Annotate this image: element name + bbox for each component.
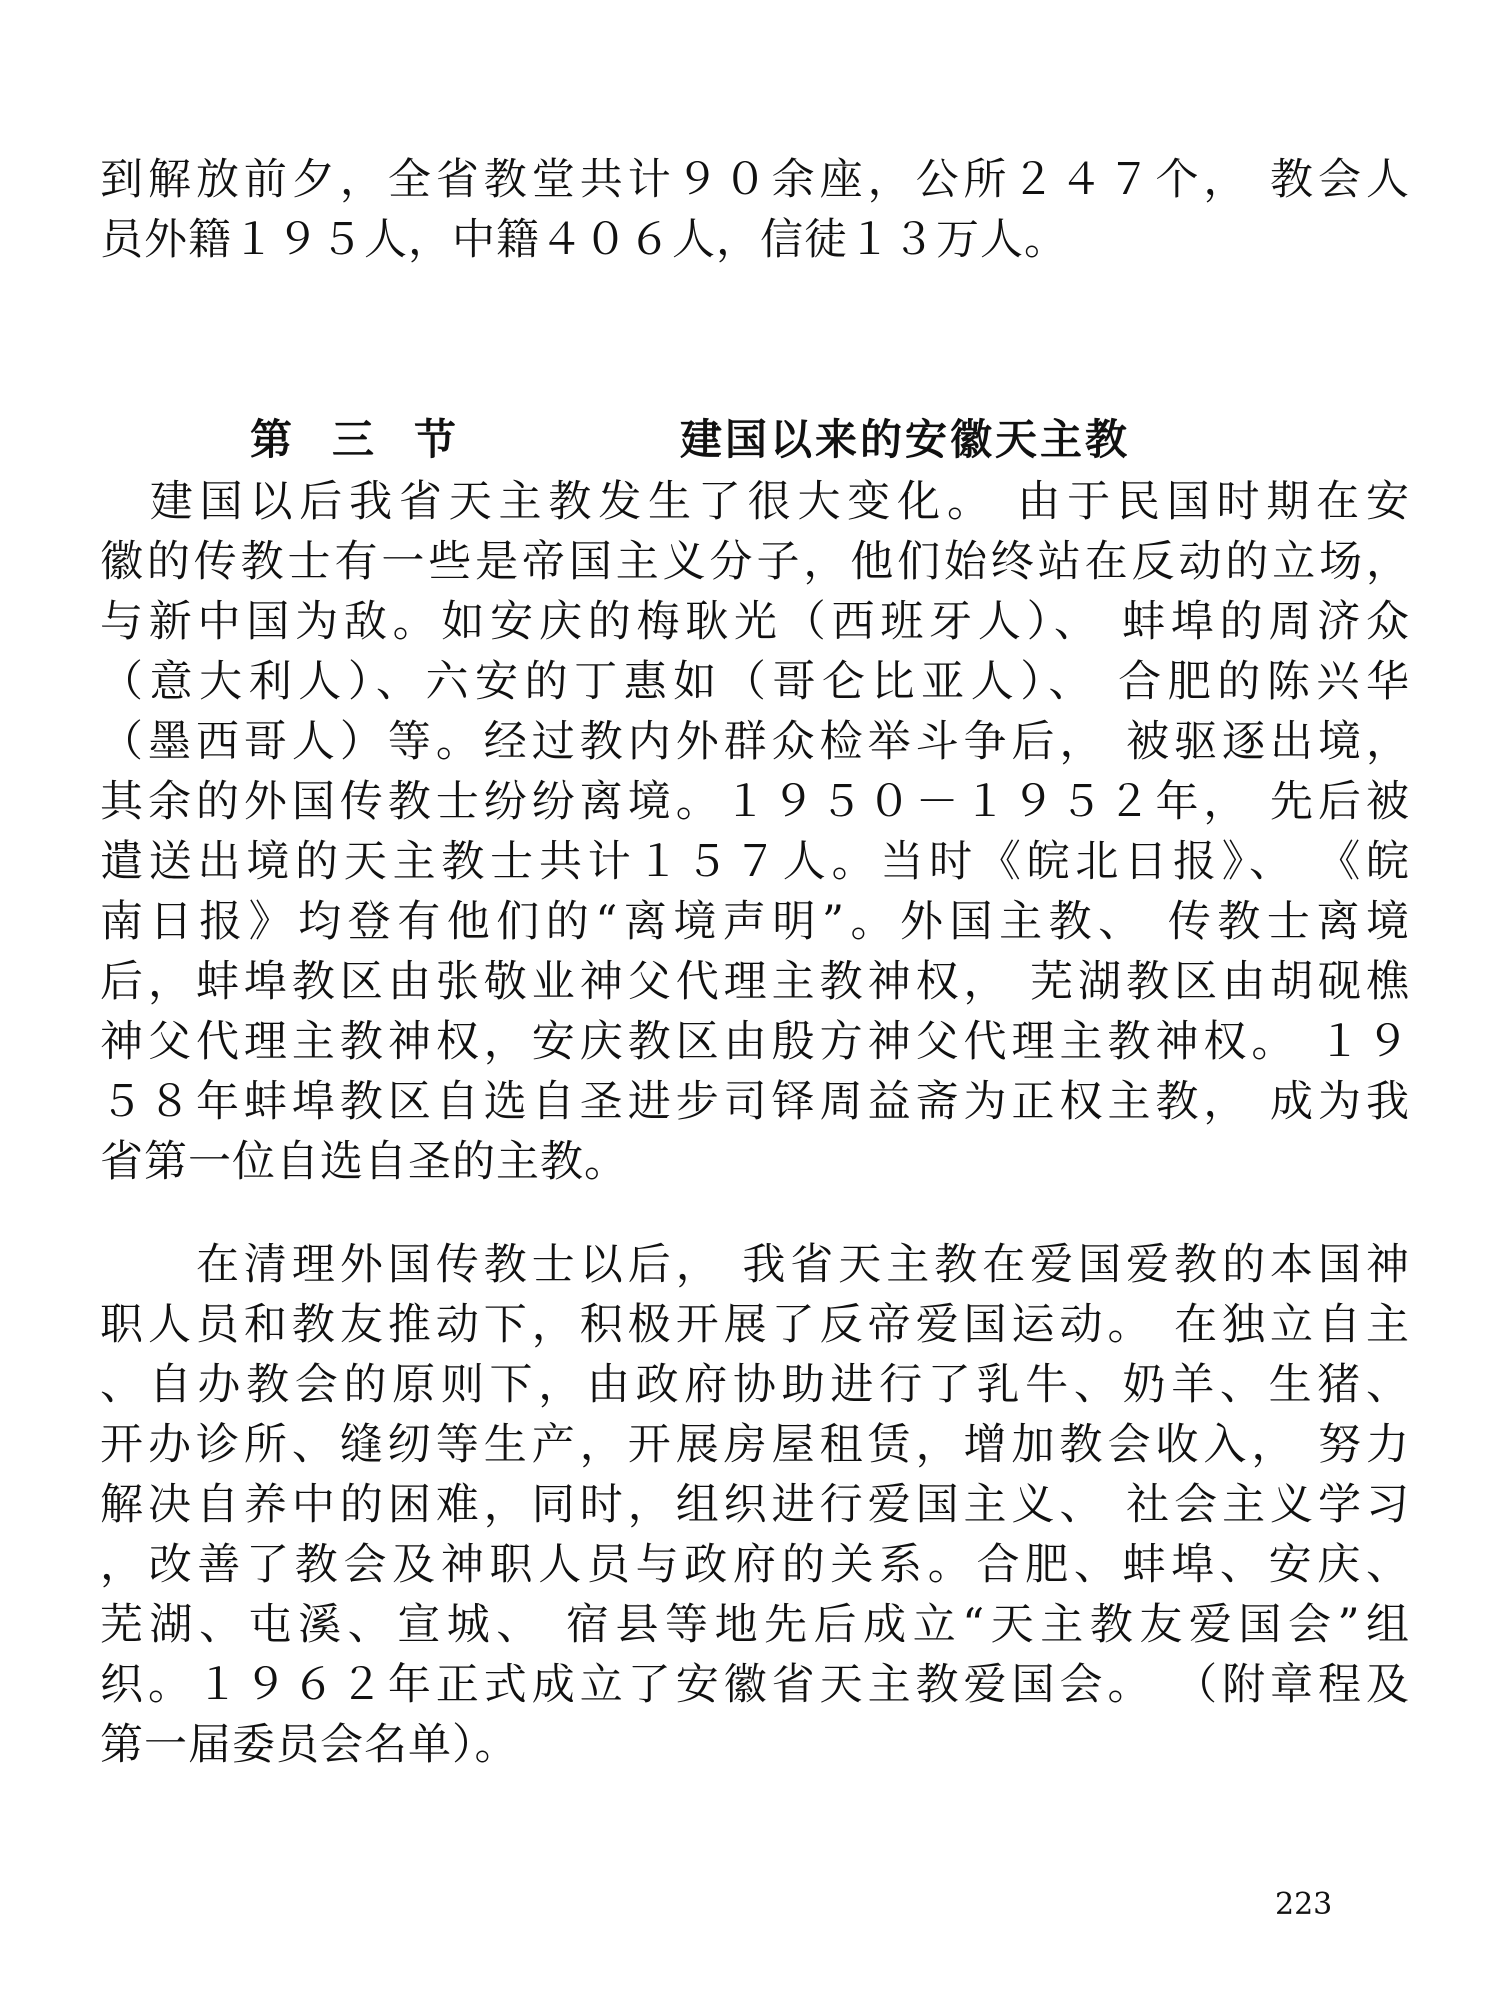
paragraph1-line-9: 后，蚌埠教区由张敬业神父代理主教神权， 芜湖教区由胡砚樵 — [100, 957, 1410, 1007]
paragraph1-line-3: 与新中国为敌。如安庆的梅耿光（西班牙人）、 蚌埠的周济众 — [100, 597, 1410, 647]
paragraph2-line-5: 解决自养中的困难，同时，组织进行爱国主义、 社会主义学习 — [100, 1480, 1410, 1530]
paragraph2-line-8: 织。１９６２年正式成立了安徽省天主教爱国会。 （附章程及 — [100, 1660, 1410, 1710]
paragraph2-line-1: 在清理外国传教士以后， 我省天主教在爱国爱教的本国神 — [100, 1240, 1410, 1290]
paragraph2-line-9: 第一届委员会名单）。 — [100, 1720, 519, 1770]
paragraph1-line-6: 其余的外国传教士纷纷离境。１９５０－１９５２年， 先后被 — [100, 777, 1410, 827]
paragraph1-line-4: （意大利人）、六安的丁惠如（哥仑比亚人）、 合肥的陈兴华 — [100, 657, 1410, 707]
section-heading — [250, 405, 1250, 475]
paragraph2-line-6: ，改善了教会及神职人员与政府的关系。合肥、蚌埠、安庆、 — [100, 1540, 1410, 1590]
paragraph1-line-2: 徽的传教士有一些是帝国主义分子，他们始终站在反动的立场， — [100, 537, 1410, 587]
section-number: 第三节 — [250, 415, 497, 464]
paragraph1-line-1: 建国以后我省天主教发生了很大变化。 由于民国时期在安 — [100, 477, 1410, 527]
paragraph2-line-2: 职人员和教友推动下，积极开展了反帝爱国运动。 在独立自主 — [100, 1300, 1410, 1350]
paragraph1-line-5: （墨西哥人）等。经过教内外群众检举斗争后， 被驱逐出境， — [100, 717, 1410, 767]
paragraph2-line-3: 、自办教会的原则下，由政府协助进行了乳牛、奶羊、生猪、 — [100, 1360, 1410, 1410]
paragraph2-line-4: 开办诊所、缝纫等生产，开展房屋租赁，增加教会收入， 努力 — [100, 1420, 1410, 1470]
paragraph2-line-7: 芜湖、屯溪、宣城、 宿县等地先后成立“天主教友爱国会”组 — [100, 1600, 1410, 1650]
paragraph1-line-12: 省第一位自选自圣的主教。 — [100, 1137, 628, 1187]
paragraph1-line-8: 南日报》均登有他们的“离境声明”。外国主教、 传教士离境 — [100, 897, 1410, 947]
paragraph1-line-11: ５８年蚌埠教区自选自圣进步司铎周益斋为正权主教， 成为我 — [100, 1077, 1410, 1127]
intro-line-2: 员外籍１９５人，中籍４０６人，信徒１３万人。 — [100, 215, 1068, 265]
page-number: 223 — [1275, 1887, 1333, 1922]
section-title: 建国以来的安徽天主教 — [680, 415, 1131, 464]
paragraph1-line-7: 遣送出境的天主教士共计１５７人。当时《皖北日报》、 《皖 — [100, 837, 1410, 887]
intro-line-1: 到解放前夕，全省教堂共计９０余座，公所２４７个， 教会人 — [100, 155, 1410, 205]
paragraph1-line-10: 神父代理主教神权，安庆教区由殷方神父代理主教神权。 １９ — [100, 1017, 1410, 1067]
